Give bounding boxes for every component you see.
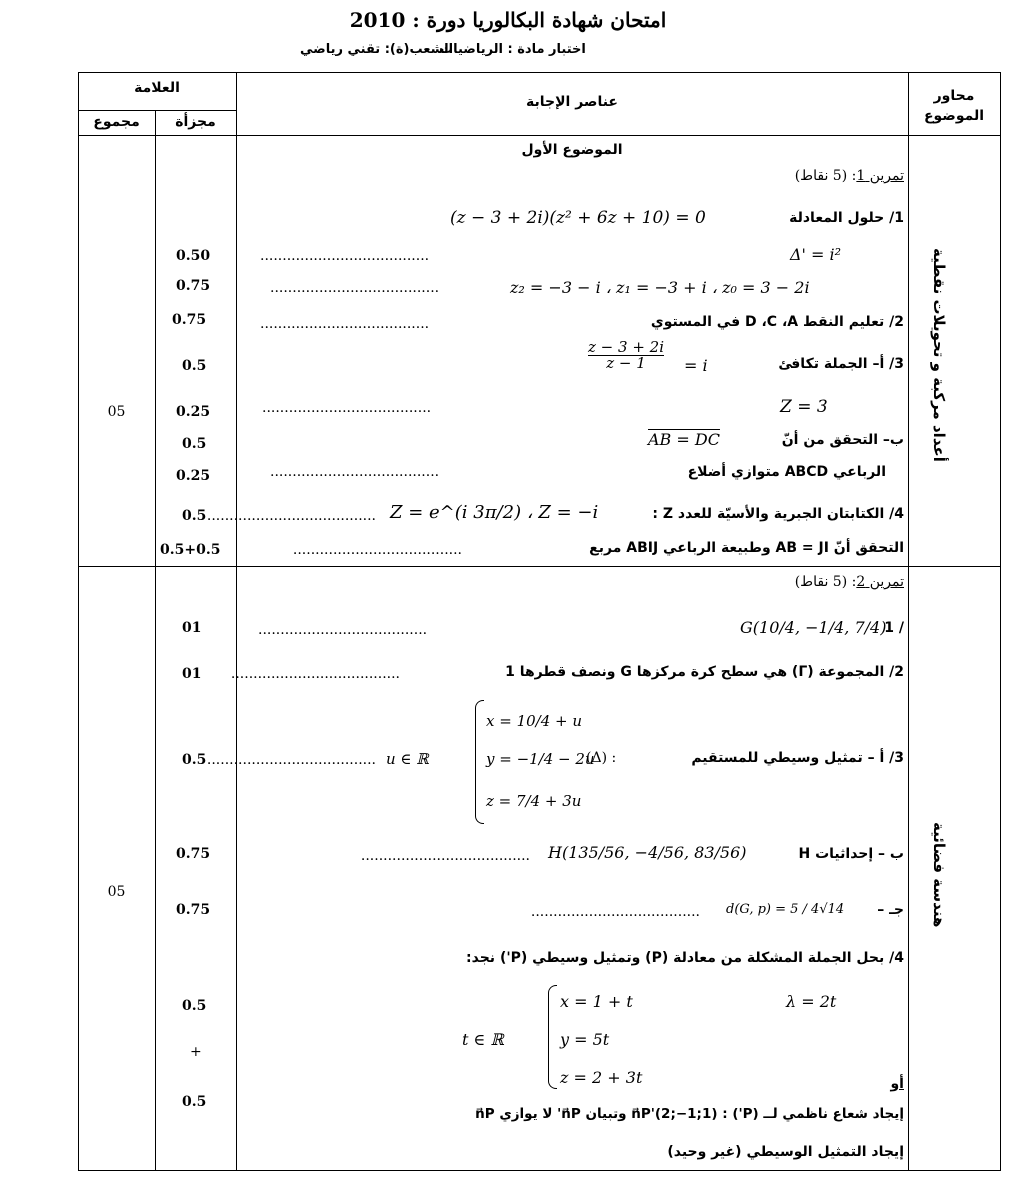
table-head-bottom	[78, 135, 1000, 136]
mark-s2-8: 0.5	[182, 1094, 207, 1110]
partial-header: مجزأة	[175, 114, 216, 130]
total-header: مجموع	[93, 114, 140, 130]
s2-q3-eq-z: z = 7/4 + 3u	[486, 792, 582, 810]
s2-q4-normal: إيجاد شعاع ناظمي لــ (P') : n⃗P'(2;−1;1) وتبيان n⃗P' لا يوازي n⃗P	[475, 1106, 904, 1122]
q3-z: Z = 3	[780, 397, 828, 417]
s2-q4-label: 4/ بحل الجملة المشكلة من معادلة (P) وتمثيل وسيطي (P') نجد:	[466, 950, 904, 966]
mark-s2-4: 0.75	[176, 846, 211, 862]
section1-topic: أعداد مركبة و تحويلات نقطية	[930, 248, 948, 462]
mark-s1-2: 0.75	[176, 278, 211, 294]
mark-s2-7: +	[190, 1044, 202, 1060]
q4-label: 4/ الكتابتان الجبرية والأسيّة للعدد Z :	[652, 506, 904, 522]
q3b-label: ب– التحقق من أنّ	[781, 432, 904, 448]
exercise2-points: : (5 نقاط)	[794, 574, 857, 590]
q3-numerator: z − 3 + 2i	[588, 338, 664, 356]
s2-q2-text: 2/ المجموعة (Γ) هي سطح كرة مركزها G ونصف قطرها 1	[505, 664, 904, 680]
mark-s1-7: 0.25	[176, 468, 211, 484]
s2-q1-label: / 1	[884, 620, 904, 636]
col-divider-total	[155, 110, 156, 1171]
s2-q1-point: G(10/4, −1/4, 7/4)	[740, 618, 887, 637]
mark-s1-6: 0.5	[182, 436, 207, 452]
mark-s1-8: 0.5	[182, 508, 207, 524]
q4b-text: التحقق أنّ AB = JI وطبيعة الرباعي ABIJ مربع	[589, 540, 904, 556]
s2-q3c-distance: d(G, p) = 5 / 4√14	[726, 902, 845, 917]
col-divider-partial	[236, 72, 237, 1171]
mark-s2-5: 0.75	[176, 902, 211, 918]
section1-total: 05	[107, 404, 126, 420]
mark-s1-4: 0.5	[182, 358, 207, 374]
dots-3: ......................................	[260, 316, 430, 332]
exercise2-heading	[795, 574, 904, 590]
s2-q3b-label: ب – إحداثيات H	[798, 846, 904, 862]
dots-8: ......................................	[258, 622, 428, 638]
mark-s1-3: 0.75	[172, 312, 207, 328]
mark-s2-2: 01	[182, 666, 202, 682]
dots-5: ......................................	[270, 464, 440, 480]
s2-q3-brace	[475, 700, 484, 824]
q1-roots: z₂ = −3 − i ، z₁ = −3 + i ، z₀ = 3 − 2i	[510, 278, 810, 297]
s2-q3-delta: (Δ) :	[586, 750, 617, 766]
q3-fraction	[588, 340, 664, 371]
dots-7: ......................................	[292, 542, 462, 558]
table-border-left	[78, 72, 79, 1171]
dots-10: ......................................	[206, 752, 376, 768]
table-border-top	[78, 72, 1000, 73]
col-divider-answer	[908, 72, 909, 1171]
table-border-bottom	[78, 1170, 1000, 1171]
exercise1-label: تمرين 1	[856, 168, 904, 184]
s2-q3-eq-y: y = −1/4 − 2u	[486, 750, 595, 768]
mark-s1-5: 0.25	[176, 404, 211, 420]
table-head-divider	[78, 110, 236, 111]
section2-topic: هندسة فضائية	[930, 822, 948, 928]
dots-6: ......................................	[206, 508, 376, 524]
page-title: امتحان شهادة البكالوريا دورة : 2010	[349, 8, 667, 32]
q3-rhs: = i	[684, 356, 708, 375]
dots-11: ......................................	[360, 848, 530, 864]
mark-s2-1: 01	[182, 620, 202, 636]
axes-header-2: الموضوع	[923, 108, 985, 124]
table-border-right	[1000, 72, 1001, 1171]
s2-q4-lambda: λ = 2t	[786, 992, 837, 1011]
mark-s1-9: 0.5+0.5	[160, 542, 221, 558]
q3b-vectors: AB = DC	[648, 430, 720, 449]
mark-s2-6: 0.5	[182, 998, 207, 1014]
grade-header: العلامة	[134, 80, 180, 96]
s2-q3-param: u ∈ ℝ	[386, 750, 429, 768]
dots-9: ......................................	[230, 666, 400, 682]
s2-q4-eq-z: z = 2 + 3t	[560, 1068, 643, 1087]
s2-q3-label: 3/ أ – تمثيل وسيطي للمستقيم	[691, 750, 904, 766]
q1-equation: (z − 3 + 2i)(z² + 6z + 10) = 0	[450, 208, 706, 228]
q3-denominator: z − 1	[606, 354, 646, 372]
section2-total: 05	[107, 884, 126, 900]
s2-q4-eq-y: y = 5t	[560, 1030, 610, 1049]
exercise1-points: : (5 نقاط)	[794, 168, 857, 184]
s2-q3c-label: جـ –	[877, 902, 904, 918]
q4-forms: Z = e^(i 3π/2) ، Z = −i	[390, 502, 599, 523]
branch-label: الشعب(ة): تقني رياضي	[300, 42, 454, 57]
subject-label: اختبار مادة : الرياضيات	[440, 42, 586, 57]
s2-q3b-point: H(135/56, −4/56, 83/56)	[548, 843, 747, 862]
dots-1: ......................................	[260, 248, 430, 264]
section-divider	[78, 566, 1000, 567]
q1-delta: Δ' = i²	[790, 245, 842, 264]
s2-q4-brace	[548, 985, 557, 1089]
exercise1-heading	[795, 168, 904, 184]
s2-q4-param: t ∈ ℝ	[462, 1030, 504, 1049]
q2-text: 2/ تعليم النقط D ،C ،A في المستوي	[650, 314, 904, 330]
s2-q4-or: أو	[890, 1076, 904, 1092]
dots-2: ......................................	[270, 280, 440, 296]
mark-s1-1: 0.50	[176, 248, 211, 264]
q3-label: 3/ أ– الجملة تكافئ	[778, 356, 904, 372]
s2-q4-eq-x: x = 1 + t	[560, 992, 633, 1011]
mark-s2-3: 0.5	[182, 752, 207, 768]
dots-4: ......................................	[262, 400, 432, 416]
s2-q3-eq-x: x = 10/4 + u	[486, 712, 583, 730]
exercise2-label: تمرين 2	[856, 574, 904, 590]
s2-q4-last: إيجاد التمثيل الوسيطي (غير وحيد)	[667, 1144, 904, 1160]
dots-12: ......................................	[530, 904, 700, 920]
q3c-text: الرباعي ABCD متوازي أضلاع	[687, 464, 886, 480]
answer-header: عناصر الإجابة	[526, 94, 618, 110]
axes-header-1: محاور	[933, 88, 975, 104]
q1-label: 1/ حلول المعادلة	[789, 210, 904, 226]
section1-title: الموضوع الأول	[521, 142, 623, 158]
